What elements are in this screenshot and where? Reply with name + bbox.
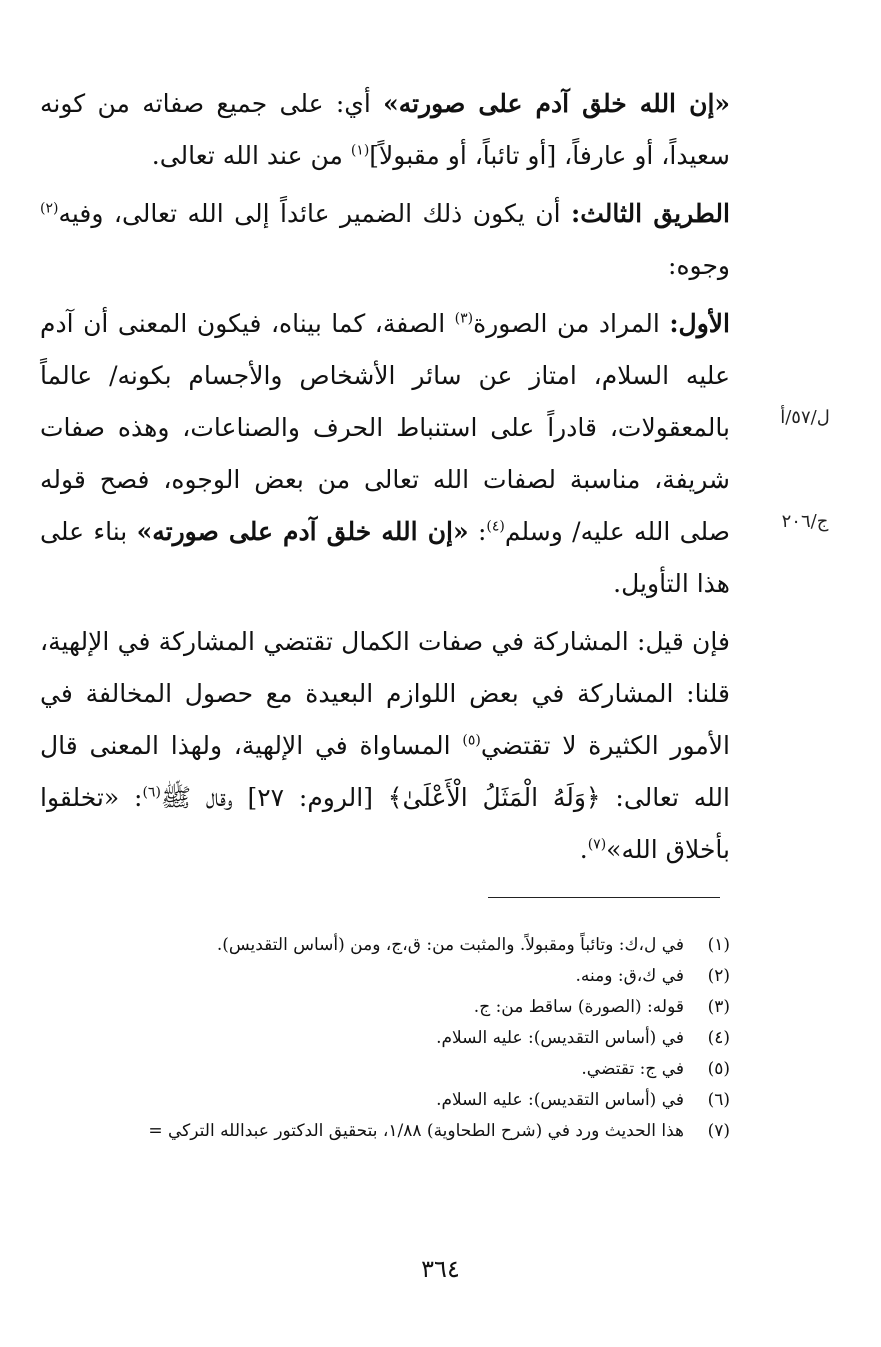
footnote-number: (٢): [707, 966, 730, 986]
footnote-text: في (أساس التقديس): عليه السلام.: [436, 1090, 684, 1110]
footnote-text: في (أساس التقديس): عليه السلام.: [436, 1028, 684, 1048]
footnote-ref: (٧): [587, 836, 607, 853]
manuscript-marker: ج/٢٠٦: [781, 511, 829, 532]
footnote-ref: (١): [350, 142, 370, 159]
footnote-number: (١): [707, 935, 730, 955]
footnote-ref: (٥): [462, 732, 481, 749]
paragraph-text: المراد من الصورة: [473, 309, 670, 338]
footnote: [30, 1085, 730, 1116]
hadith-quote: «إن الله خلق آدم على صورته»: [383, 89, 731, 118]
footnote-number: (٥): [707, 1059, 730, 1079]
paragraph-4: [40, 616, 730, 876]
page-number: ٣٦٤: [421, 1255, 460, 1283]
paragraph-text: .: [579, 835, 588, 864]
footnote-ref: (٢): [40, 200, 59, 217]
footnote-ref: (٤): [486, 518, 505, 535]
footnote-text: في ل،ك: وتائباً ومقبولاً. والمثبت من: ق،ج، ومن (أساس التقديس).: [216, 935, 684, 955]
main-text: [40, 78, 730, 882]
section-heading: الطريق الثالث:: [571, 199, 730, 228]
footnote-divider: [488, 897, 720, 898]
footnote-ref: (٣): [454, 310, 474, 327]
paragraph-text: المساواة في الإلهية، ولهذا المعنى قال الله تعالى: ﴿وَلَهُ الْمَثَلُ الْأَعْلَىٰ﴾ [الروم: ٢٧] وقال ﷺ: [40, 731, 730, 812]
paragraph-text: وجوه:: [668, 251, 730, 280]
paragraph-text: أي: على جميع صفاته من كونه سعيداً، أو عارفاً، [أو تائباً، أو مقبولاً]: [40, 89, 730, 170]
footnote: [30, 1054, 730, 1085]
footnote-text: في ج: تقتضي.: [581, 1059, 684, 1079]
paragraph-2: [40, 188, 730, 292]
paragraph-text: فإن قيل: المشاركة في صفات الكمال تقتضي المشاركة في الإلهية، قلنا: المشاركة في بعض اللوازم البعيدة مع حصول المخالفة في الأمور الكثيرة لا تقتضي: [40, 627, 730, 760]
footnote: [30, 930, 730, 961]
footnote-ref: (٦): [142, 784, 161, 801]
paragraph-text: بناء على هذا التأويل.: [40, 517, 730, 598]
footnote-number: (٧): [707, 1121, 730, 1141]
footnote-text: هذا الحديث ورد في (شرح الطحاوية) ١/٨٨، بتحقيق الدكتور عبدالله التركي =: [148, 1121, 684, 1141]
paragraph-1: [40, 78, 730, 182]
paragraph-text: الصفة، كما بيناه، فيكون المعنى أن آدم عليه السلام، امتاز عن سائر الأشخاص والأجسام بكونه/ عالماً بالمعقولات، قادراً على استنباط الحرف والصناعات، وهذه صفات شريفة، مناسبة لصفات الله تعالى من بعض الوجوه، فصح قوله صلى الله عليه/ وسلم: [40, 309, 730, 546]
footnote-text: في ك،ق: ومنه.: [575, 966, 684, 986]
footnote-text: قوله: (الصورة) ساقط من: ج.: [473, 997, 684, 1017]
paragraph-text: : «تخلقوا بأخلاق الله»: [40, 783, 730, 864]
paragraph-3: [40, 298, 730, 610]
footnote: [30, 1116, 730, 1147]
footnote: [30, 961, 730, 992]
paragraph-text: :: [468, 517, 487, 546]
paragraph-text: أن يكون ذلك الضمير عائداً إلى الله تعالى، وفيه: [58, 199, 571, 228]
footnote-number: (٣): [707, 997, 730, 1017]
footnotes: [30, 930, 730, 1147]
paragraph-text: من عند الله تعالى.: [151, 141, 351, 170]
section-heading: الأول:: [669, 309, 730, 338]
footnote: [30, 992, 730, 1023]
hadith-quote: «إن الله خلق آدم على صورته»: [136, 517, 469, 546]
footnote-number: (٤): [707, 1028, 730, 1048]
footnote-number: (٦): [707, 1090, 730, 1110]
footnote: [30, 1023, 730, 1054]
manuscript-marker: ل/٥٧/أ: [780, 407, 830, 428]
